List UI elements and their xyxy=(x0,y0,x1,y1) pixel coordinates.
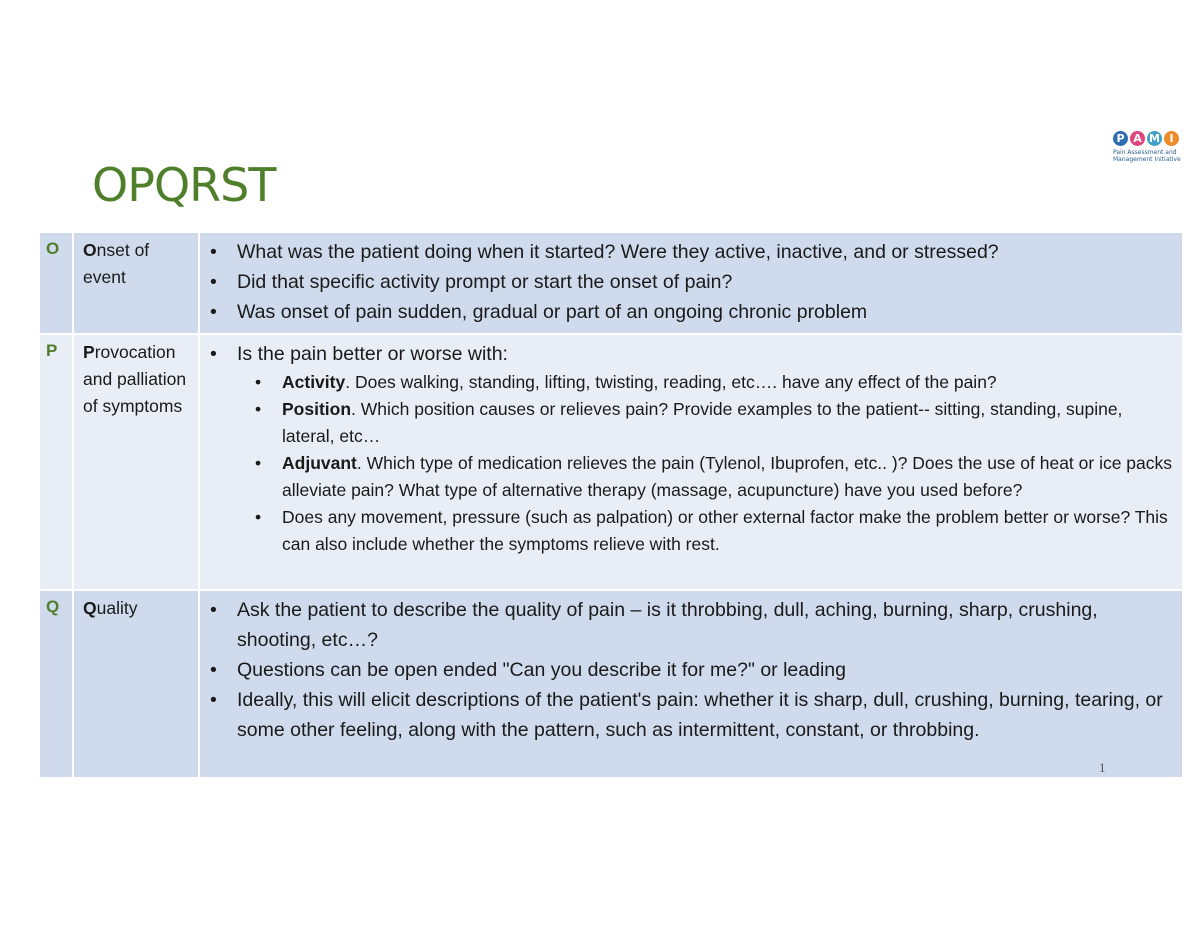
sub-list-item: • Position. Which position causes or relieves pain? Provide examples to the patient-- sitting, standing, supine, lateral, etc… xyxy=(253,396,1174,450)
logo-letter-p: P xyxy=(1113,131,1128,146)
list-item: • Questions can be open ended "Can you describe it for me?" or leading xyxy=(210,655,1174,685)
row-bullets xyxy=(200,591,1182,751)
pami-logo xyxy=(1113,131,1188,173)
logo-letter-m: M xyxy=(1147,131,1162,146)
sub-list-item: • Adjuvant. Which type of medication relieves the pain (Tylenol, Ibuprofen, etc.. )? Does the use of heat or ice packs alleviate pain? What type of alternative therapy (massage, acupuncture) have you used before? xyxy=(253,450,1174,504)
sub-list-item: • Does any movement, pressure (such as palpation) or other external factor make the problem better or worse? This can also include whether the symptoms relieve with rest. xyxy=(253,504,1174,558)
row-letter: P xyxy=(46,341,58,360)
sub-list-item: • Activity. Does walking, standing, lifting, twisting, reading, etc…. have any effect of the pain? xyxy=(253,369,1174,396)
list-item: • Is the pain better or worse with: • Activity. Does walking, standing, lifting, twisting, reading, etc…. have any effect of the pain? • Position. Which position causes or relieves pain? Provide examples to the patient-- sitting, standing, supine, lateral, etc… • Adjuvant. Which type of medication relieves the pain (Tylenol, Ibuprofen, etc.. )? Does the use of heat or ice packs alleviate pain? What type of alternative therapy (massage, acupuncture) have you used before? • Does any movement, pressure (such as palpation) or other external factor make the problem better or worse? This can also include whether the symptoms relieve with rest. xyxy=(210,339,1174,558)
logo-letter-a: A xyxy=(1130,131,1145,146)
table-row-p xyxy=(39,334,1183,590)
page-number: 1 xyxy=(1099,760,1106,775)
logo-letter-i: I xyxy=(1164,131,1179,146)
list-item: • What was the patient doing when it started? Were they active, inactive, and or stressed? xyxy=(210,237,1174,267)
sub-bullets xyxy=(237,369,1174,558)
row-name: Onset of event xyxy=(83,240,150,287)
row-name: Provocation and palliation of symptoms xyxy=(83,342,187,416)
list-item: • Was onset of pain sudden, gradual or part of an ongoing chronic problem xyxy=(210,297,1174,327)
row-name: Quality xyxy=(83,598,138,618)
row-bullets xyxy=(200,335,1182,564)
table-row-o xyxy=(39,232,1183,334)
list-item: • Ideally, this will elicit descriptions of the patient's pain: whether it is sharp, dull, crushing, burning, tearing, or some other feeling, along with the pattern, such as intermittent, constant, or throbbing. xyxy=(210,685,1174,745)
page-title: OPQRST xyxy=(92,158,276,212)
row-letter: Q xyxy=(46,597,60,616)
list-item: • Did that specific activity prompt or start the onset of pain? xyxy=(210,267,1174,297)
table-row-q xyxy=(39,590,1183,778)
row-letter: O xyxy=(46,239,60,258)
logo-subtitle: Pain Assessment and Management Initiative xyxy=(1113,149,1181,163)
list-item: • Ask the patient to describe the quality of pain – is it throbbing, dull, aching, burning, sharp, crushing, shooting, etc…? xyxy=(210,595,1174,655)
opqrst-table xyxy=(38,231,1184,779)
row-bullets xyxy=(200,233,1182,333)
